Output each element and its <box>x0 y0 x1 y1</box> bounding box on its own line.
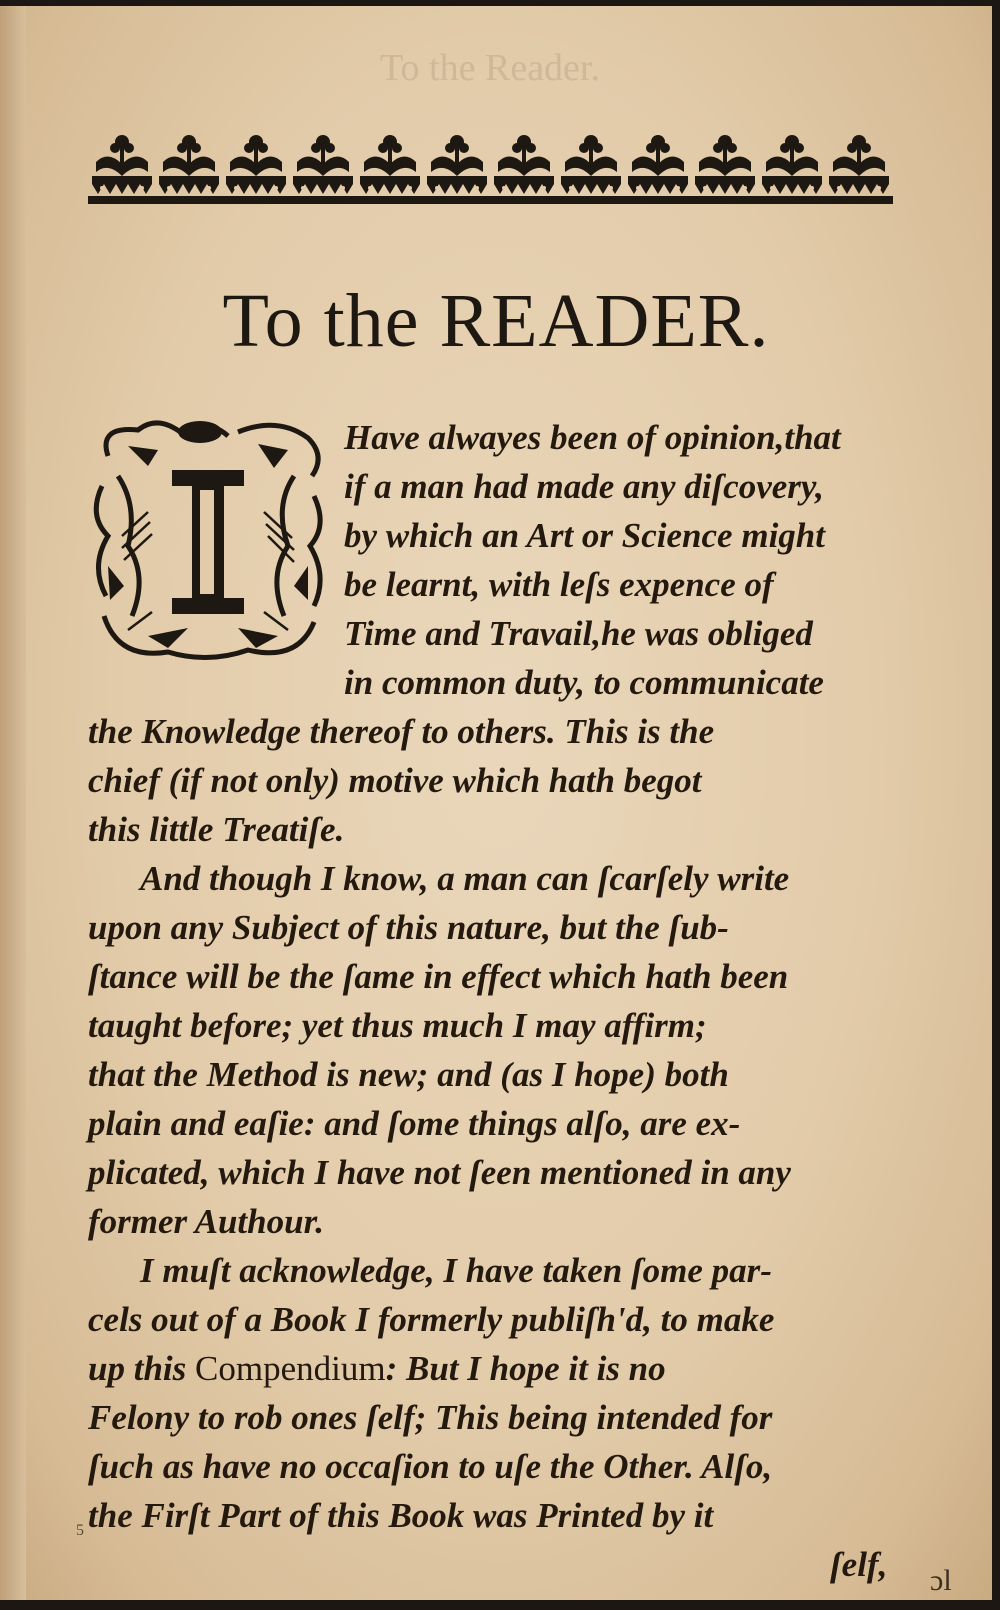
body-line-6: in common duty, to communicate <box>344 663 824 702</box>
body-line-2: if a man had made any diſcovery, <box>344 467 824 506</box>
body-line-21: Felony to rob ones ſelf; This being intended for <box>88 1398 773 1437</box>
compendium-word: Compendium <box>195 1349 386 1388</box>
catchword: ſelf, <box>830 1545 888 1584</box>
body-line-14: that the Method is new; and (as I hope) both <box>88 1055 729 1094</box>
body-line-9: this little Treatiſe. <box>88 810 345 849</box>
ornamental-drop-cap-initial <box>88 416 328 664</box>
body-line-13: taught before; yet thus much I may affirm; <box>88 1006 707 1045</box>
body-line-4: be learnt, with leſs expence of <box>344 565 774 604</box>
body-line-20 <box>88 1351 666 1386</box>
signature-mark: 5 <box>76 1522 84 1539</box>
show-through-running-head: To the Reader. <box>380 47 600 89</box>
body-line-17: former Authour. <box>88 1202 325 1241</box>
page-title: To the READER. <box>222 279 770 363</box>
spine-shadow <box>0 6 26 1610</box>
body-line-20-end: : But I hope it is no <box>385 1349 666 1388</box>
body-line-5: Time and Travail,he was obliged <box>344 614 813 653</box>
body-line-20-start: up this <box>88 1349 195 1388</box>
body-line-22: ſuch as have no occaſion to uſe the Other. Alſo, <box>88 1447 773 1486</box>
body-line-8: chief (if not only) motive which hath begot <box>88 761 702 800</box>
body-line-1: Have alwayes been of opinion,that <box>344 418 841 457</box>
body-line-7: the Knowledge thereof to others. This is the <box>88 712 715 751</box>
body-line-23: the Firſt Part of this Book was Printed by it <box>88 1496 714 1535</box>
fleuron-headpiece-ornament <box>88 132 896 208</box>
body-line-11: upon any Subject of this nature, but the ſub- <box>88 908 729 947</box>
body-line-15: plain and eaſie: and ſome things alſo, are ex- <box>88 1104 741 1143</box>
body-line-10: And though I know, a man can ſcarſely write <box>140 859 790 898</box>
body-line-18: I muſt acknowledge, I have taken ſome par- <box>140 1251 772 1290</box>
margin-scribble: ɔl <box>930 1564 952 1597</box>
body-line-3: by which an Art or Science might <box>344 516 825 555</box>
body-line-19: cels out of a Book I formerly publiſh'd, to make <box>88 1300 775 1339</box>
book-page <box>0 6 992 1610</box>
body-line-16: plicated, which I have not ſeen mentioned in any <box>88 1153 791 1192</box>
body-line-12: ſtance will be the ſame in effect which hath been <box>88 957 789 996</box>
page-bottom-edge <box>0 1600 1000 1610</box>
